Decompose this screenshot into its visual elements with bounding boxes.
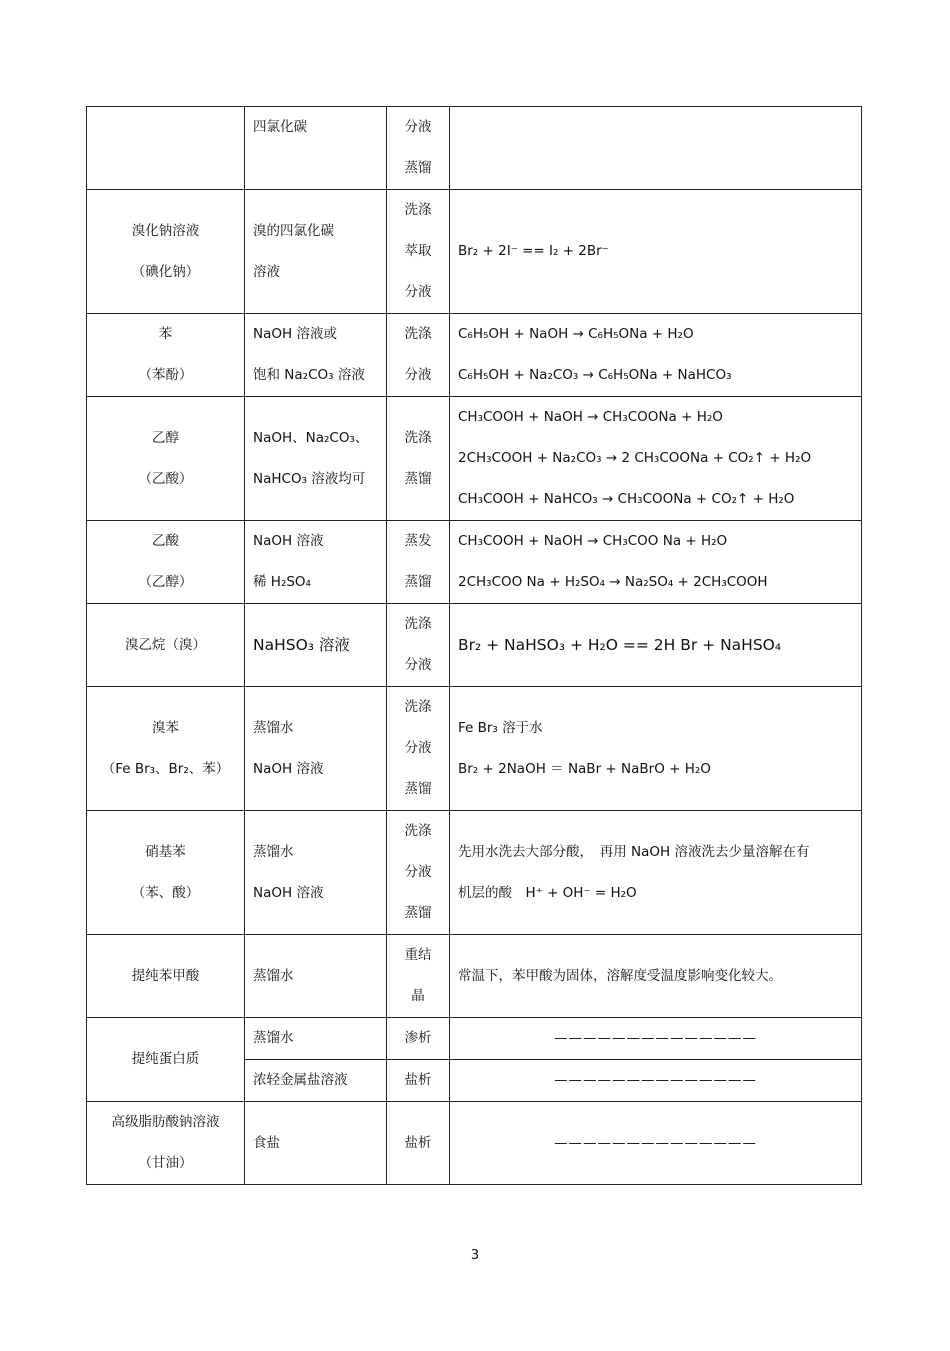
method-text: 分液 xyxy=(404,657,432,673)
method-text: 萃取 xyxy=(404,243,432,259)
reagent-text: NaOH 溶液 xyxy=(253,533,324,549)
reagent-text: 蒸馏水 xyxy=(253,843,294,860)
table-row xyxy=(87,811,862,935)
method-text: 蒸馏 xyxy=(404,160,432,176)
substance-text: （苯、酸） xyxy=(131,884,200,901)
table-row xyxy=(87,687,862,811)
method-cell xyxy=(387,314,450,397)
equation-text: 2CH₃COOH + Na₂CO₃ → 2 CH₃COONa + CO₂↑ + H₂O xyxy=(458,450,812,466)
equation-cell xyxy=(450,811,862,935)
equation-text: C₆H₅OH + Na₂CO₃ → C₆H₅ONa + NaHCO₃ xyxy=(458,367,732,383)
substance-cell xyxy=(87,314,245,397)
method-cell xyxy=(387,687,450,811)
substance-text: （碘化钠） xyxy=(131,263,200,280)
equation-cell xyxy=(450,604,862,687)
method-text: 蒸馏 xyxy=(404,781,432,797)
reagent-text: NaOH 溶液或 xyxy=(253,326,337,342)
table-row xyxy=(87,604,862,687)
equation-cell xyxy=(450,1018,862,1060)
reagent-text: 蒸馏水 xyxy=(253,719,294,736)
method-text: 蒸馏 xyxy=(404,470,432,487)
method-text: 晶 xyxy=(411,988,425,1004)
method-text: 蒸馏 xyxy=(404,905,432,921)
table-row xyxy=(87,314,862,397)
method-text: 洗涤 xyxy=(404,429,432,446)
substance-text: 硝基苯 xyxy=(145,843,186,860)
table-row xyxy=(87,190,862,314)
equation-text: CH₃COOH + NaOH → CH₃COO Na + H₂O xyxy=(458,533,728,549)
substance-cell xyxy=(87,521,245,604)
method-cell xyxy=(387,1018,450,1060)
reagent-text: NaOH 溶液 xyxy=(253,884,324,901)
substance-cell xyxy=(87,107,245,190)
equation-text: Br₂ + 2NaOH ＝ NaBr + NaBrO + H₂O xyxy=(458,760,711,777)
dash-placeholder: —————————————— xyxy=(554,1072,757,1088)
equation-cell xyxy=(450,1060,862,1102)
substance-text: （乙酸） xyxy=(138,470,193,487)
reagent-cell xyxy=(245,107,387,190)
method-text: 洗涤 xyxy=(404,616,432,632)
method-text: 盐析 xyxy=(404,1134,432,1151)
reagent-cell xyxy=(245,604,387,687)
equation-text: 2CH₃COO Na + H₂SO₄ → Na₂SO₄ + 2CH₃COOH xyxy=(458,574,768,590)
method-text: 蒸发 xyxy=(404,533,432,549)
reagent-cell xyxy=(245,811,387,935)
equation-text: CH₃COOH + NaHCO₃ → CH₃COONa + CO₂↑ + H₂O xyxy=(458,491,795,507)
separation-table xyxy=(86,106,862,1185)
substance-cell xyxy=(87,190,245,314)
reagent-cell xyxy=(245,1102,387,1185)
equation-text: Br₂ + NaHSO₃ + H₂O == 2H Br + NaHSO₄ xyxy=(458,635,782,654)
substance-text: 高级脂肪酸钠溶液 xyxy=(111,1114,220,1130)
method-text: 分液 xyxy=(404,367,432,383)
equation-cell xyxy=(450,687,862,811)
method-text: 蒸馏 xyxy=(404,574,432,590)
reagent-cell xyxy=(245,935,387,1018)
substance-cell xyxy=(87,687,245,811)
method-text: 重结 xyxy=(404,947,432,963)
reagent-cell xyxy=(245,1060,387,1102)
equation-cell xyxy=(450,314,862,397)
table-row xyxy=(87,1018,862,1060)
method-cell xyxy=(387,521,450,604)
reagent-text: NaHSO₃ 溶液 xyxy=(253,635,350,654)
substance-text: （苯酚） xyxy=(138,367,193,383)
reagent-text: NaOH、Na₂CO₃、 xyxy=(253,429,369,446)
reagent-text: NaOH 溶液 xyxy=(253,760,324,777)
substance-text: （乙醇） xyxy=(138,574,193,590)
equation-text: Br₂ + 2I⁻ == I₂ + 2Br⁻ xyxy=(458,243,609,259)
reagent-cell xyxy=(245,314,387,397)
method-cell xyxy=(387,1060,450,1102)
substance-text: 溴乙烷（溴） xyxy=(125,636,206,653)
method-cell xyxy=(387,107,450,190)
equation-cell xyxy=(450,190,862,314)
equation-cell xyxy=(450,1102,862,1185)
reagent-cell xyxy=(245,687,387,811)
substance-text: （甘油） xyxy=(138,1155,193,1171)
method-text: 洗涤 xyxy=(404,326,432,342)
substance-text: 提纯苯甲酸 xyxy=(131,967,200,984)
substance-cell xyxy=(87,811,245,935)
method-text: 洗涤 xyxy=(404,699,432,715)
table-row xyxy=(87,521,862,604)
method-text: 分液 xyxy=(404,119,432,135)
reagent-cell xyxy=(245,521,387,604)
dash-placeholder: —————————————— xyxy=(554,1030,757,1046)
substance-text: 苯 xyxy=(158,326,173,342)
table-row xyxy=(87,397,862,521)
equation-text: 常温下，苯甲酸为固体，溶解度受温度影响变化较大。 xyxy=(458,967,782,984)
method-text: 洗涤 xyxy=(404,823,432,839)
reagent-cell xyxy=(245,1018,387,1060)
substance-cell xyxy=(87,604,245,687)
substance-cell xyxy=(87,1018,245,1102)
substance-cell xyxy=(87,397,245,521)
reagent-text: 溶液 xyxy=(253,263,280,280)
method-cell xyxy=(387,604,450,687)
substance-text: 乙醇 xyxy=(152,429,179,446)
substance-text: 提纯蛋白质 xyxy=(131,1051,200,1067)
method-cell xyxy=(387,1102,450,1185)
equation-cell xyxy=(450,397,862,521)
substance-text: 溴化钠溶液 xyxy=(131,222,200,239)
reagent-text: 溴的四氯化碳 xyxy=(253,222,334,239)
reagent-text: 饱和 Na₂CO₃ 溶液 xyxy=(253,367,365,383)
reagent-text: 蒸馏水 xyxy=(253,1030,294,1046)
reagent-text: 稀 H₂SO₄ xyxy=(253,574,311,590)
method-text: 分液 xyxy=(404,864,432,880)
reagent-text: 浓轻金属盐溶液 xyxy=(253,1072,348,1088)
method-text: 盐析 xyxy=(404,1072,432,1088)
method-cell xyxy=(387,397,450,521)
equation-cell xyxy=(450,107,862,190)
reagent-text: 四氯化碳 xyxy=(253,119,307,135)
dash-placeholder: —————————————— xyxy=(554,1134,757,1151)
reagent-text: 食盐 xyxy=(253,1134,280,1151)
method-cell xyxy=(387,190,450,314)
equation-text: 机层的酸 H⁺ + OH⁻ = H₂O xyxy=(458,884,637,901)
substance-cell xyxy=(87,1102,245,1185)
method-cell xyxy=(387,811,450,935)
substance-cell xyxy=(87,935,245,1018)
equation-cell xyxy=(450,521,862,604)
method-text: 分液 xyxy=(404,284,432,300)
substance-text: 溴苯 xyxy=(152,719,179,736)
equation-text: CH₃COOH + NaOH → CH₃COONa + H₂O xyxy=(458,409,723,425)
equation-text: C₆H₅OH + NaOH → C₆H₅ONa + H₂O xyxy=(458,326,694,342)
table-row xyxy=(87,107,862,190)
reagent-cell xyxy=(245,190,387,314)
method-cell xyxy=(387,935,450,1018)
reagent-cell xyxy=(245,397,387,521)
table-row xyxy=(87,1102,862,1185)
method-text: 渗析 xyxy=(404,1030,432,1046)
reagent-text: NaHCO₃ 溶液均可 xyxy=(253,470,366,487)
equation-cell xyxy=(450,935,862,1018)
table-row xyxy=(87,935,862,1018)
method-text: 洗涤 xyxy=(404,202,432,218)
reagent-text: 蒸馏水 xyxy=(253,967,294,984)
substance-text: 乙酸 xyxy=(152,533,179,549)
equation-text: Fe Br₃ 溶于水 xyxy=(458,719,543,736)
substance-text: （Fe Br₃、Br₂、苯） xyxy=(101,760,230,777)
method-text: 分液 xyxy=(404,740,432,756)
page-number: 3 xyxy=(470,1248,480,1263)
equation-text: 先用水洗去大部分酸， 再用 NaOH 溶液洗去少量溶解在有 xyxy=(458,843,810,860)
